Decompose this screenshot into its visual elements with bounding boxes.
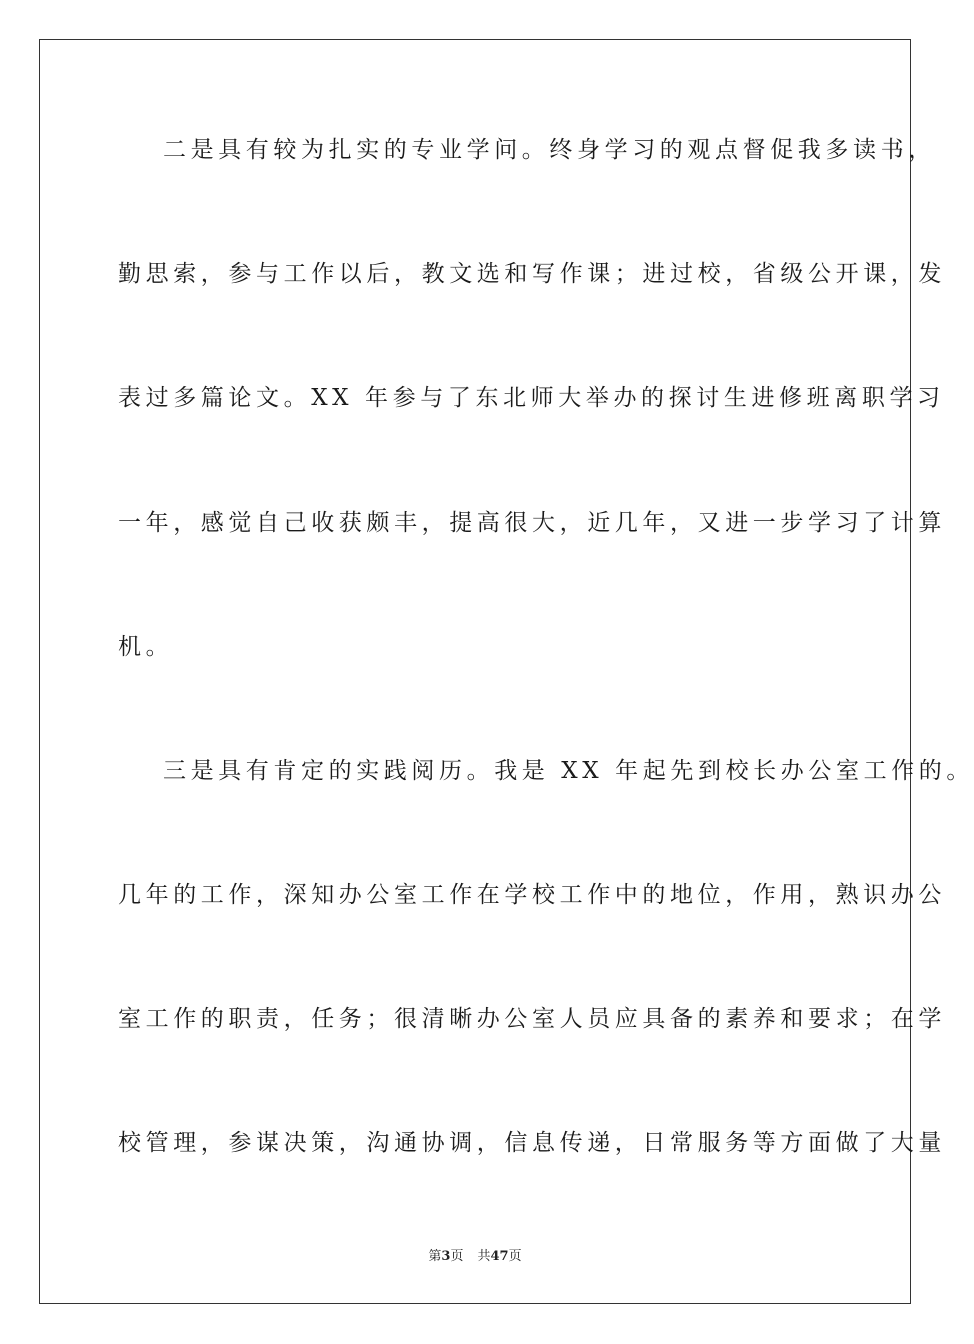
paragraph-2-line-4: 校管理，参谋决策，沟通协调，信息传递，日常服务等方面做了大量 (118, 1130, 946, 1156)
footer-page-suffix: 页 (450, 1249, 464, 1264)
footer-page-prefix: 第 (428, 1249, 442, 1264)
paragraph-1-line-5: 机。 (118, 634, 174, 660)
footer-total-prefix: 共 (477, 1249, 491, 1264)
paragraph-2-line-1: 三是具有肯定的实践阅历。我是 XX 年起先到校长办公室工作的。 (163, 758, 974, 784)
footer-total-pages: 47 (490, 1249, 509, 1264)
page-number-footer (0, 1249, 950, 1265)
footer-total-suffix: 页 (508, 1249, 522, 1264)
paragraph-2-line-2: 几年的工作，深知办公室工作在学校工作中的地位，作用，熟识办公 (118, 882, 946, 908)
paragraph-1-line-4: 一年，感觉自己收获颇丰，提高很大，近几年，又进一步学习了计算 (118, 510, 946, 536)
page-frame (39, 39, 974, 1304)
paragraph-1-line-1: 二是具有较为扎实的专业学问。终身学习的观点督促我多读书， (163, 137, 936, 163)
paragraph-1-line-2: 勤思索，参与工作以后，教文选和写作课；进过校，省级公开课，发 (118, 261, 946, 287)
paragraph-2-line-3: 室工作的职责，任务；很清晰办公室人员应具备的素养和要求；在学 (118, 1006, 946, 1032)
footer-current-page: 3 (441, 1249, 451, 1264)
paragraph-1-line-3: 表过多篇论文。XX 年参与了东北师大举办的探讨生进修班离职学习 (118, 385, 945, 411)
